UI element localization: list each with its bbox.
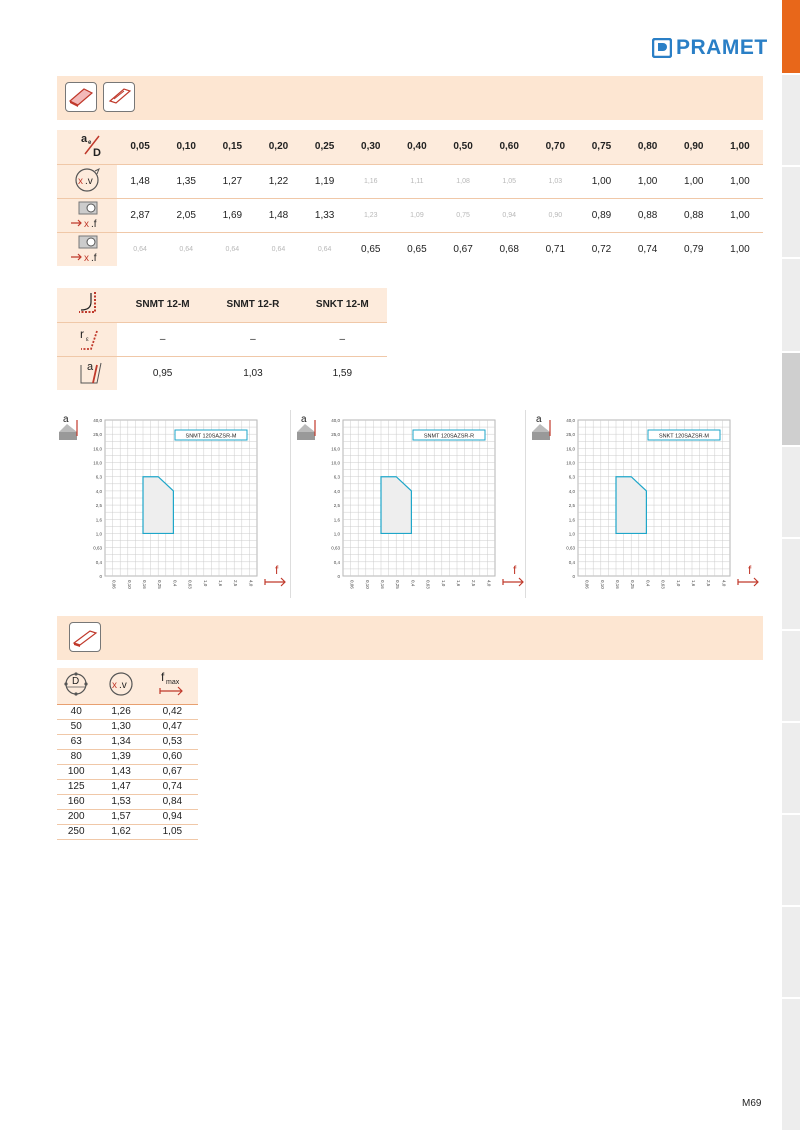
value-cell: 0,71 [532,232,578,266]
value-cell: 250 [57,824,95,839]
svg-text:.v: .v [85,175,93,187]
value-cell: 1,48 [255,198,301,232]
value-cell: 1,05 [486,164,532,198]
y-axis-label: a [63,414,69,425]
x-tick-label: 0,16 [615,580,620,589]
y-tick-label: 4,0 [568,488,575,494]
side-tab[interactable] [782,75,800,167]
cutting-factor-table [57,130,763,266]
svg-text:ε: ε [86,336,89,343]
table-row-feed-1 [57,198,763,232]
value-cell: 50 [57,719,95,734]
x-tick-label: 0,25 [157,580,163,589]
value-cell: 0,74 [147,779,198,794]
y-tick-label: 2,5 [95,503,102,509]
x-tick-label: 0,63 [425,580,431,589]
col-header: 0,25 [302,130,348,164]
y-tick-label: 40,0 [331,418,340,423]
col-header: 0,10 [163,130,209,164]
side-tab[interactable] [782,447,800,539]
svg-text:x: x [84,252,89,263]
value-cell: 1,00 [717,232,763,266]
value-cell: 0,88 [625,198,671,232]
x-tick-label: 4,0 [248,580,254,587]
chart-snmt-r [295,410,527,600]
y-tick-label: 10,0 [331,460,340,466]
col-header: 0,40 [394,130,440,164]
feed-factor-icon [67,199,107,229]
chart-svg [530,410,762,600]
value-cell: 1,30 [95,719,146,734]
value-cell: 1,23 [348,198,394,232]
value-cell: 200 [57,809,95,824]
value-cell: 0,74 [625,232,671,266]
y-tick-label: 2,5 [568,503,575,509]
x-tick-label: 1,0 [440,580,446,587]
table-row [57,719,198,734]
chart-snkt-m [530,410,762,600]
chart-label: SNMT 120SAZSR-M [185,433,237,440]
svg-text:f: f [161,670,165,685]
value-cell: 1,05 [147,824,198,839]
side-tab[interactable] [782,167,800,259]
side-tab[interactable] [782,999,800,1132]
x-axis-label: f [513,563,517,577]
x-tick-label: 1,6 [218,580,223,587]
insert-profile-icon [67,288,107,318]
svg-text:max: max [166,679,180,687]
table-row [57,794,198,809]
svg-text:.f: .f [91,218,97,229]
depth-axis-icon [59,414,77,440]
chart-svg [295,410,527,600]
x-axis-label: f [275,563,279,577]
y-tick-label: 4,0 [95,488,102,494]
fmax-header [147,668,198,704]
svg-text:a: a [81,133,88,146]
table-header-row [57,288,387,322]
diameter-header [57,668,95,704]
value-cell: – [117,322,208,356]
col-header: 0,60 [486,130,532,164]
value-cell: 0,88 [671,198,717,232]
y-tick-label: 0 [99,574,102,579]
y-tick-label: 0,4 [568,559,575,565]
value-cell: – [298,322,387,356]
x-tick-label: 2,5 [706,580,712,587]
value-cell: 0,65 [394,232,440,266]
chart-divider [290,410,291,598]
value-cell: 0,42 [147,704,198,719]
y-tick-label: 40,0 [566,418,575,423]
col-header: 0,30 [348,130,394,164]
y-tick-label: 0,4 [333,559,340,565]
y-tick-label: 10,0 [93,460,102,466]
brand-logo [652,36,768,60]
corner-radius-icon [67,323,107,353]
side-tab[interactable] [782,907,800,999]
value-cell: 100 [57,764,95,779]
value-cell: 1,03 [532,164,578,198]
col-header: 0,70 [532,130,578,164]
value-cell: 80 [57,749,95,764]
chart-label: SNKT 120SAZSR-M [658,433,710,440]
y-tick-label: 25,0 [566,432,575,438]
value-cell: 2,87 [117,198,163,232]
value-cell: 1,62 [95,824,146,839]
y-tick-label: 1,0 [333,531,340,537]
diameter-table [57,668,198,840]
value-cell: 1,22 [255,164,301,198]
table-row [57,809,198,824]
col-header: 0,75 [578,130,624,164]
insert-table [57,288,387,390]
value-cell: 0,64 [163,232,209,266]
x-tick-label: 0,63 [187,580,193,589]
x-tick-label: 0,4 [410,580,416,587]
y-tick-label: 16,0 [331,446,340,452]
value-cell: 2,05 [163,198,209,232]
value-cell: 1,09 [394,198,440,232]
speed-header [95,668,146,704]
table-header-row [57,130,763,164]
y-tick-label: 1,0 [95,531,102,537]
x-tick-label: 1,6 [456,580,461,587]
value-cell: 0,53 [147,734,198,749]
value-cell: 0,64 [117,232,163,266]
svg-text:.f: .f [91,252,97,263]
col-header: 0,90 [671,130,717,164]
x-tick-label: 1,0 [202,580,208,587]
face-milling-icon[interactable] [69,622,101,652]
speed-factor-icon [101,669,141,699]
feed-factor-icon [67,233,107,263]
svg-text:D: D [93,147,101,160]
value-cell: – [208,322,297,356]
side-tab-strip [782,0,800,1132]
value-cell: 1,00 [717,198,763,232]
table-row-speed [57,164,763,198]
col-header: 0,80 [625,130,671,164]
y-tick-label: 4,0 [333,488,340,494]
col-header: 0,50 [440,130,486,164]
brand-name: PRAMET [676,36,768,59]
x-tick-label: 4,0 [721,580,727,587]
value-cell: 63 [57,734,95,749]
y-tick-label: 40,0 [93,418,102,423]
insert-profile-cell [57,288,117,322]
value-cell: 1,00 [578,164,624,198]
chart-snmt-m [57,410,289,600]
feed-factor-cell [57,198,117,232]
value-cell: 1,33 [302,198,348,232]
feed-factor-cell [57,232,117,266]
side-tab[interactable] [782,631,800,723]
table-row-feed-2 [57,232,763,266]
diameter-header-label: D [72,676,80,688]
value-cell: 0,89 [578,198,624,232]
x-tick-label: 0,06 [111,580,117,589]
chart-grid [343,420,495,576]
y-tick-label: 1,0 [568,531,575,537]
slot-milling-icon[interactable] [65,82,97,112]
value-cell: 1,69 [209,198,255,232]
y-tick-label: 0 [337,574,340,579]
value-cell: 1,16 [348,164,394,198]
svg-text:x: x [84,218,89,229]
y-tick-label: 0 [572,574,575,579]
value-cell: 1,26 [95,704,146,719]
svg-text:a: a [87,360,94,373]
table-row-depth [57,356,387,390]
svg-text:.v: .v [119,680,127,692]
value-cell: 0,95 [117,356,208,390]
table-row [57,824,198,839]
value-cell: 0,84 [147,794,198,809]
side-tab[interactable] [782,815,800,907]
page-number: M69 [742,1098,762,1109]
value-cell: 0,64 [209,232,255,266]
side-milling-icon[interactable] [103,82,135,112]
value-cell: 0,72 [578,232,624,266]
value-cell: 1,59 [298,356,387,390]
side-tab[interactable] [782,539,800,631]
x-tick-label: 0,25 [395,580,401,589]
value-cell: 0,90 [532,198,578,232]
y-tick-label: 0,63 [566,545,575,551]
ae-over-d-cell [57,130,117,164]
value-cell: 125 [57,779,95,794]
value-cell: 1,48 [117,164,163,198]
value-cell: 0,79 [671,232,717,266]
table-row [57,764,198,779]
diameter-icon [61,669,91,699]
section-band-face-milling [57,616,763,660]
feed-arrow-icon [738,563,758,586]
value-cell: 1,39 [95,749,146,764]
value-cell: 40 [57,704,95,719]
value-cell: 1,34 [95,734,146,749]
value-cell: 160 [57,794,95,809]
value-cell: 1,57 [95,809,146,824]
y-tick-label: 2,5 [333,503,340,509]
svg-text:x: x [78,175,83,187]
value-cell: 1,53 [95,794,146,809]
value-cell: 1,27 [209,164,255,198]
value-cell: 1,03 [208,356,297,390]
y-tick-label: 1,6 [333,517,340,523]
value-cell: 1,35 [163,164,209,198]
value-cell: 1,19 [302,164,348,198]
side-tab[interactable] [782,259,800,353]
chart-label: SNMT 120SAZSR-R [423,433,475,440]
speed-factor-cell [57,164,117,198]
feed-arrow-icon [503,563,523,586]
x-tick-label: 0,06 [584,580,590,589]
value-cell: 0,65 [348,232,394,266]
y-tick-label: 16,0 [566,446,575,452]
y-tick-label: 6,3 [333,474,340,480]
side-tab-current[interactable] [782,353,800,447]
y-tick-label: 1,6 [568,517,575,523]
y-tick-label: 0,63 [93,545,102,551]
value-cell: 1,00 [717,164,763,198]
y-tick-label: 0,63 [331,545,340,551]
y-tick-label: 25,0 [331,432,340,438]
x-tick-label: 0,16 [142,580,147,589]
col-header: SNMT 12-M [117,288,208,322]
chart-grid [578,420,730,576]
x-tick-label: 1,0 [675,580,681,587]
value-cell: 0,75 [440,198,486,232]
y-tick-label: 1,6 [95,517,102,523]
speed-factor-icon [67,165,107,195]
y-axis-label: a [536,414,542,425]
col-header: 1,00 [717,130,763,164]
side-tab[interactable] [782,723,800,815]
y-tick-label: 6,3 [95,474,102,480]
col-header: SNKT 12-M [298,288,387,322]
x-tick-label: 0,10 [126,580,132,589]
value-cell: 1,47 [95,779,146,794]
value-cell: 0,64 [302,232,348,266]
x-tick-label: 1,6 [691,580,696,587]
side-tab-active[interactable] [782,0,800,75]
value-cell: 0,94 [147,809,198,824]
value-cell: 1,00 [625,164,671,198]
chart-svg [57,410,289,600]
y-tick-label: 16,0 [93,446,102,452]
value-cell: 0,60 [147,749,198,764]
table-row [57,749,198,764]
col-header: SNMT 12-R [208,288,297,322]
col-header: 0,05 [117,130,163,164]
x-tick-label: 0,10 [364,580,370,589]
svg-text:x: x [112,680,118,692]
chart-grid [105,420,257,576]
value-cell: 1,00 [671,164,717,198]
x-tick-label: 0,06 [349,580,355,589]
y-axis-label: a [301,414,307,425]
x-tick-label: 2,5 [233,580,239,587]
x-tick-label: 2,5 [471,580,477,587]
value-cell: 1,43 [95,764,146,779]
x-tick-label: 0,25 [630,580,636,589]
value-cell: 0,67 [440,232,486,266]
x-tick-label: 0,16 [380,580,385,589]
x-axis-label: f [748,563,752,577]
fmax-icon [152,669,192,699]
svg-text:r: r [80,326,84,341]
section-band-slot-milling [57,76,763,120]
value-cell: 1,11 [394,164,440,198]
svg-text:e: e [88,140,92,147]
value-cell: 0,68 [486,232,532,266]
value-cell: 0,94 [486,198,532,232]
y-tick-label: 25,0 [93,432,102,438]
table-header-row [57,668,198,704]
y-tick-label: 10,0 [566,460,575,466]
value-cell: 1,08 [440,164,486,198]
x-tick-label: 0,63 [660,580,666,589]
y-tick-label: 0,4 [95,559,102,565]
y-tick-label: 6,3 [568,474,575,480]
x-tick-label: 4,0 [486,580,492,587]
value-cell: 0,67 [147,764,198,779]
corner-radius-cell [57,322,117,356]
pramet-logo-icon [652,38,672,58]
table-row [57,779,198,794]
value-cell: 0,64 [255,232,301,266]
table-row [57,734,198,749]
col-header: 0,15 [209,130,255,164]
x-tick-label: 0,4 [172,580,178,587]
depth-cell [57,356,117,390]
x-tick-label: 0,4 [645,580,651,587]
x-tick-label: 0,10 [599,580,605,589]
depth-axis-icon [297,414,315,440]
depth-icon [67,357,107,387]
depth-axis-icon [532,414,550,440]
col-header: 0,20 [255,130,301,164]
feed-arrow-icon [265,563,285,586]
ae-over-d-icon [67,130,107,160]
table-row-radius [57,322,387,356]
value-cell: 0,47 [147,719,198,734]
table-row [57,704,198,719]
